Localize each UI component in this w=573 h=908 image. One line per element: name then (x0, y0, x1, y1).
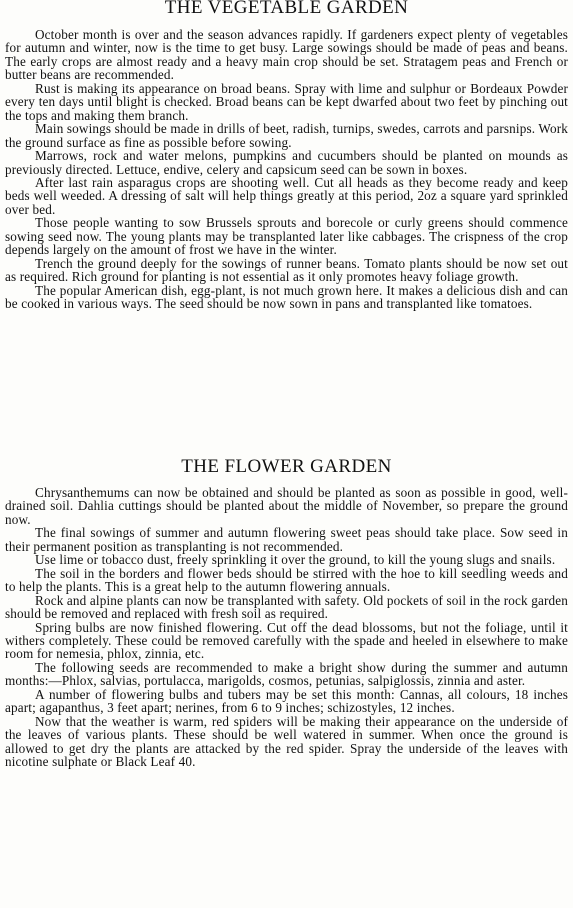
paragraph: The final sowings of summer and autumn flowering sweet peas should take place. Sow seed in their permanent position as transplanting is not recommended. (5, 525, 568, 554)
paragraph: The soil in the borders and flower beds should be stirred with the hoe to kill seedling weeds and to help the plants. This is a great help to the autumn flowering annuals. (5, 565, 568, 595)
paragraph: Spring bulbs are now finished flowering. Cut off the dead blossoms, but not the foliage, until it withers completely. These could be removed carefully with the spade and heeled in elsewhere to make room for nemesia, phlox, zinnia, etc. (5, 619, 568, 662)
paragraph: Trench the ground deeply for the sowings of runner beans. Tomato plants should be now set out as required. Rich ground for planting is not essential as it only promotes heavy foliage growth. (5, 255, 568, 285)
paragraph: Rust is making its appearance on broad beans. Spray with lime and sulphur or Bordeaux Powder every ten days until blight is checked. Broad beans can be kept dwarfed about two feet by pinching out the tops and making them branch. (5, 80, 568, 123)
paragraph: The popular American dish, egg-plant, is not much grown here. It makes a delicious dish and can be cooked in various ways. The seed should be now sown in pans and transplanted like tomatoes. (5, 282, 568, 312)
paragraph: Those people wanting to sow Brussels sprouts and borecole or curly greens should commence sowing seed now. The young plants may be transplanted later like cabbages. The crispness of the crop depends largely on the amount of frost we have in the winter. (5, 215, 568, 258)
paragraph: Rock and alpine plants can now be transplanted with safety. Old pockets of soil in the rock garden should be removed and replaced with fresh soil as required. (5, 592, 568, 622)
paragraph: Now that the weather is warm, red spiders will be making their appearance on the underside of the leaves of various plants. These should be well watered in summer. When once the ground is allowed to get dry the plants are attacked by the red spider. Spray the underside of the leaves with nicotine sulphate or Black Leaf 40. (5, 713, 568, 770)
flower-garden-article (5, 486, 568, 769)
vegetable-garden-heading: THE VEGETABLE GARDEN (164, 0, 409, 18)
paragraph: Use lime or tobacco dust, freely sprinkling it over the ground, to kill the young slugs and snails. (35, 552, 556, 568)
paragraph: After last rain asparagus crops are shooting well. Cut all heads as they become ready and keep beds well weeded. A dressing of salt will help things greatly at this period, 2oz a square yard sprinkled over bed. (5, 174, 568, 217)
paragraph: Marrows, rock and water melons, pumpkins and cucumbers should be planted on mounds as previously directed. Lettuce, endive, celery and capsicum seed can be sown in boxes. (5, 148, 568, 177)
paragraph: October month is over and the season advances rapidly. If gardeners expect plenty of vegetables for autumn and winter, now is the time to get busy. Large sowings should be made of peas and beans. The early crops are almost ready and a heavy main crop should be set. Stratagem peas and French or butter beans are recommended. (5, 27, 568, 83)
paragraph: A number of flowering bulbs and tubers may be set this month: Cannas, all colours, 18 inches apart; agapanthus, 3 feet apart; nerines, from 6 to 9 inches; schizostyles, 12 inches. (5, 686, 568, 716)
flower-garden-heading: THE FLOWER GARDEN (181, 456, 392, 477)
paragraph: Main sowings should be made in drills of beet, radish, turnips, swedes, carrots and parsnips. Work the ground surface as fine as possible before sowing. (5, 121, 568, 150)
paragraph: The following seeds are recommended to make a bright show during the summer and autumn months:—Phlox, salvias, portulacca, marigolds, cosmos, petunias, salpiglossis, zinnia and aster. (5, 659, 568, 689)
paragraph: Chrysanthemums can now be obtained and should be planted as soon as possible in good, well-drained soil. Dahlia cuttings should be planted about the middle of November, so prepare the ground now. (5, 485, 568, 527)
vegetable-garden-article (5, 28, 568, 311)
